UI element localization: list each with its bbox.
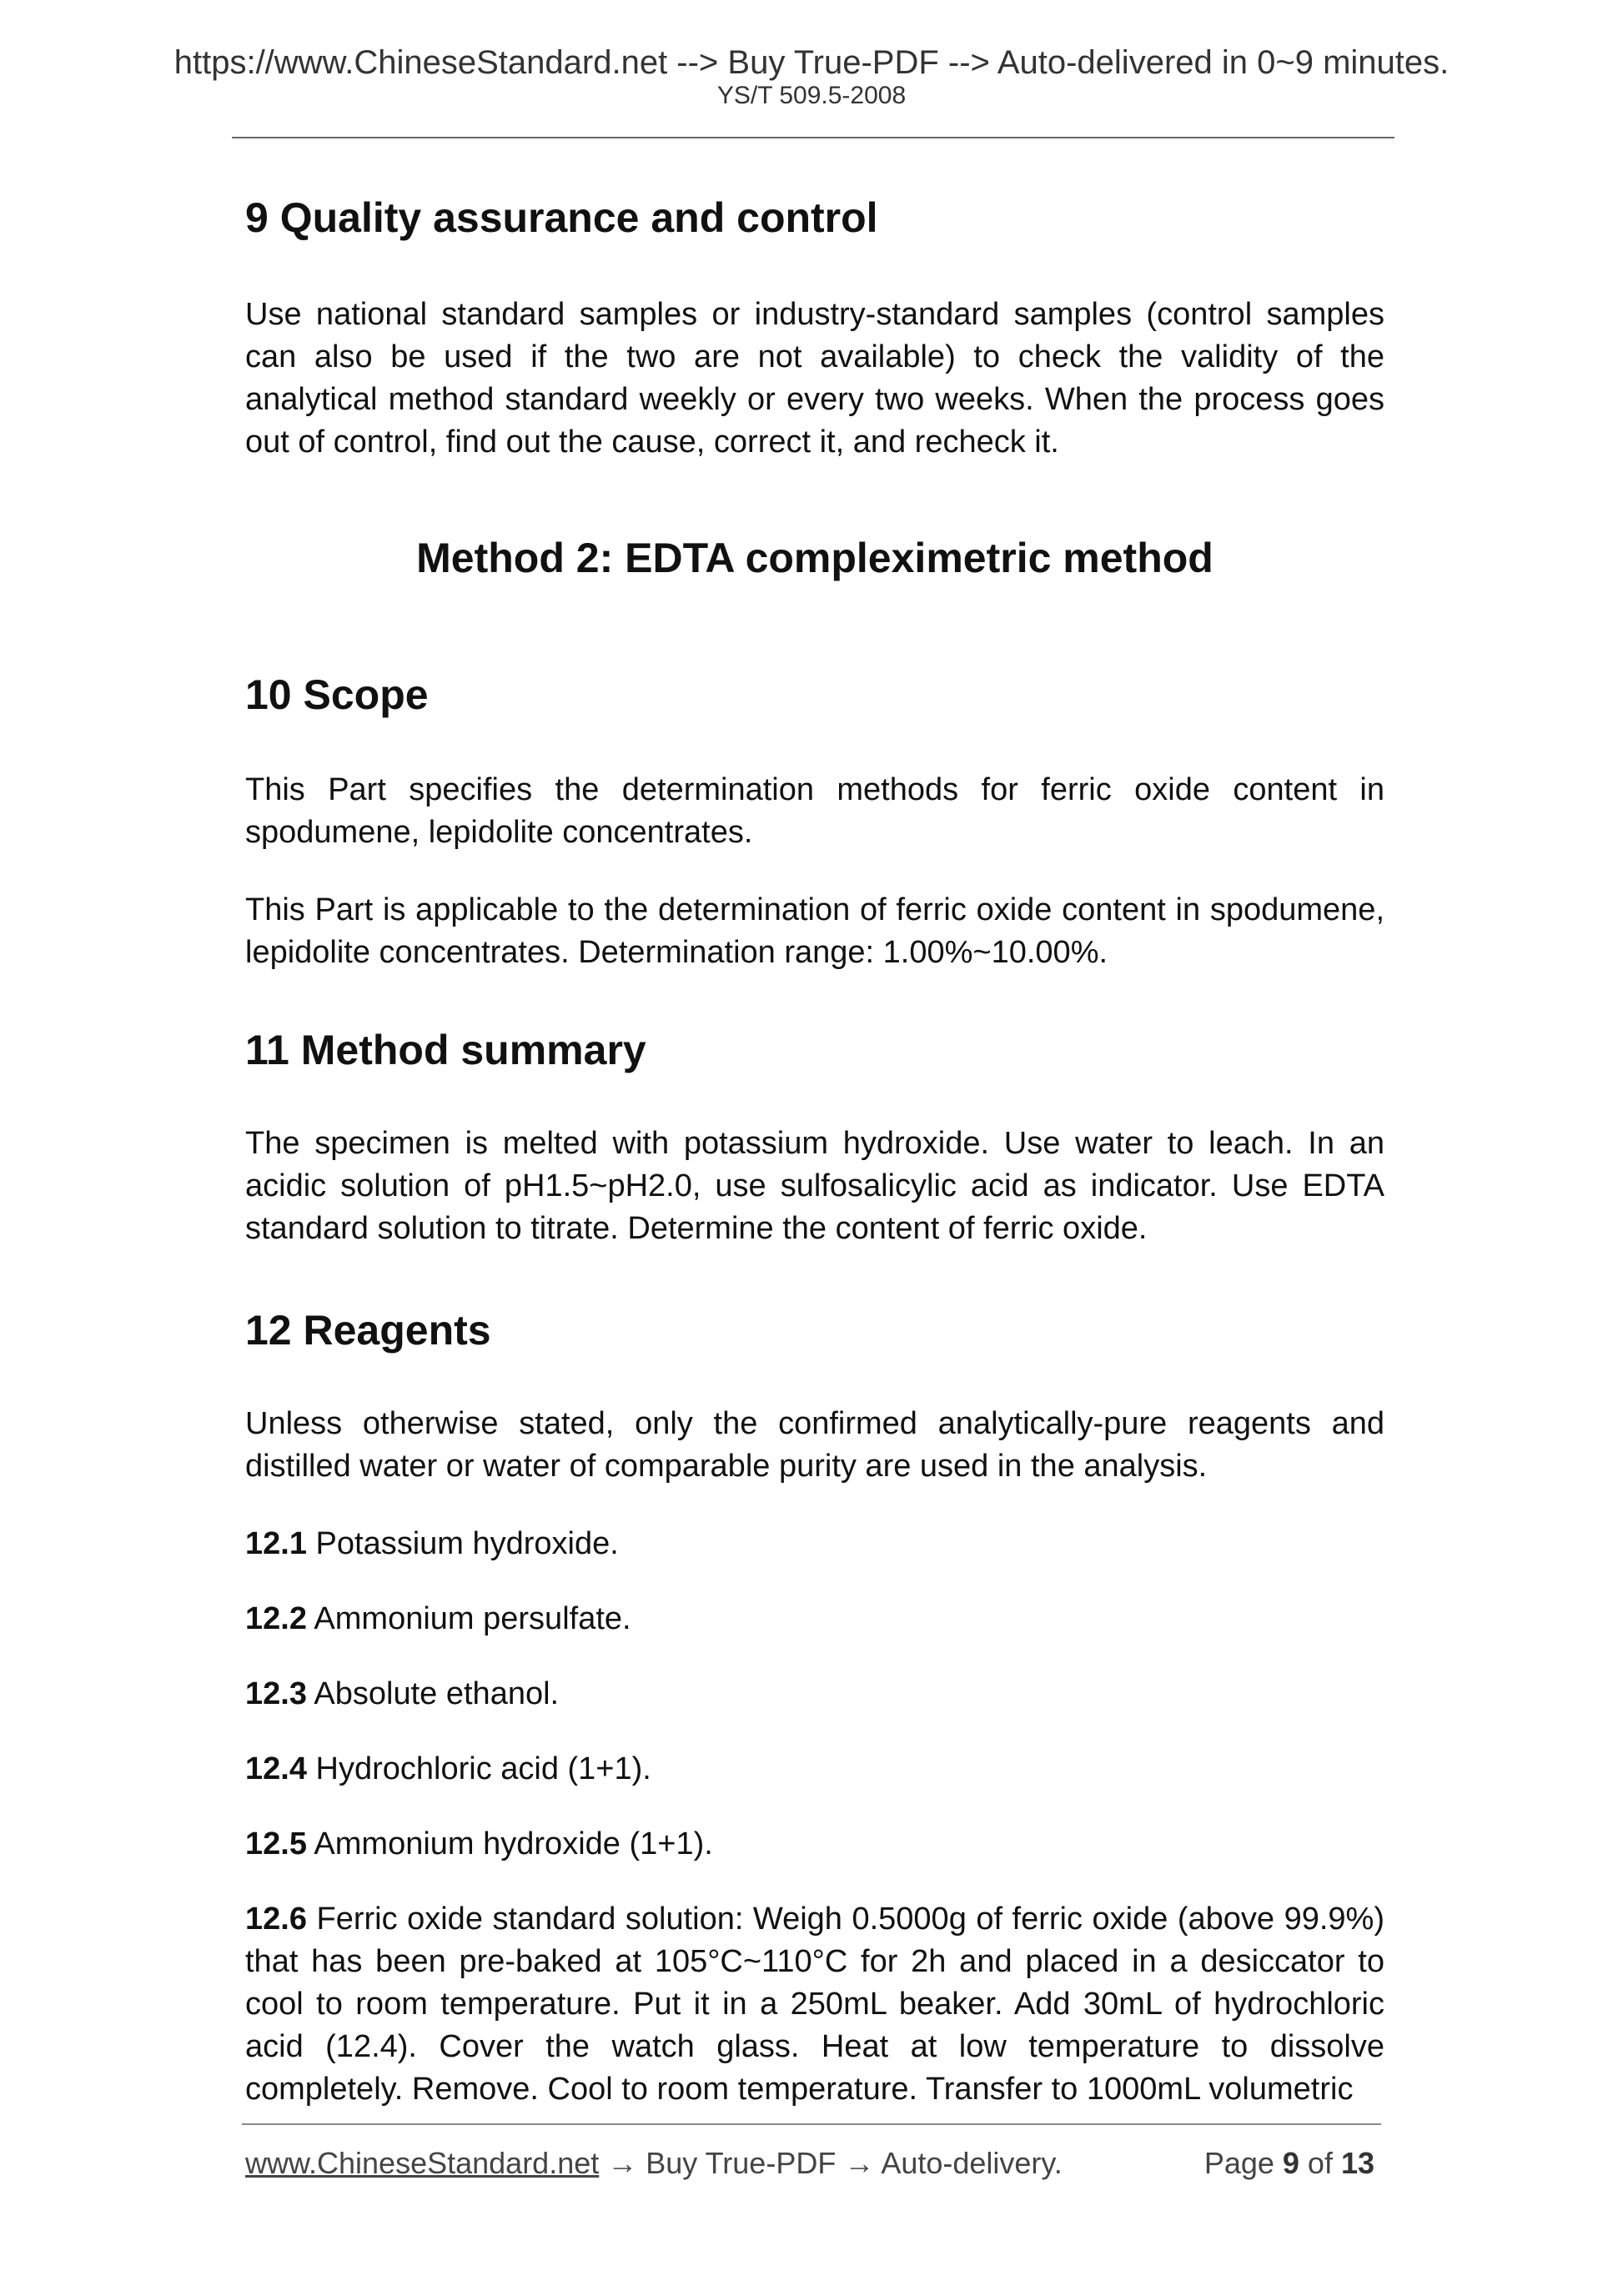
- section-9-heading: 9 Quality assurance and control: [245, 194, 878, 241]
- page-total: 13: [1340, 2146, 1374, 2180]
- reagent-text: Hydrochloric acid (1+1).: [306, 1751, 651, 1786]
- section-10-paragraph-1: This Part specifies the determination methods for ferric oxide content in spodumene, lepidolite concentrates.: [245, 772, 1384, 850]
- footer: [245, 2145, 1374, 2182]
- reagent-text: Potassium hydroxide.: [306, 1526, 619, 1561]
- reagent-text: Absolute ethanol.: [306, 1676, 560, 1711]
- reagent-number: 12.3: [245, 1676, 307, 1711]
- reagent-item: [245, 1748, 1384, 1791]
- reagent-item: [245, 1823, 1384, 1866]
- reagent-item: [245, 1898, 1384, 2111]
- section-10-paragraph-2: This Part is applicable to the determination of ferric oxide content in spodumene, lepidolite concentrates. Determination range: 1.00%~10.00%.: [245, 892, 1384, 970]
- page-of-label: of: [1299, 2146, 1341, 2180]
- document-code: YS/T 509.5-2008: [716, 82, 907, 109]
- section-10-heading: 10 Scope: [245, 671, 429, 718]
- header-divider: [232, 137, 1394, 138]
- reagent-item: [245, 1598, 1384, 1640]
- reagent-number: 12.2: [245, 1601, 307, 1636]
- footer-website-link[interactable]: www.ChineseStandard.net: [245, 2146, 600, 2180]
- section-9-body: Use national standard samples or industry-standard samples (control samples can also be used if the two are not available) to check the validity of the analytical method standard weekly or every two weeks. When the process goes out of control, find out the cause, correct it, and recheck it.: [245, 297, 1384, 460]
- section-11-heading: 11 Method summary: [245, 1027, 646, 1073]
- reagent-number: 12.1: [245, 1526, 307, 1561]
- top-banner: https://www.ChineseStandard.net --> Buy True-PDF --> Auto-delivered in 0~9 minutes.: [173, 44, 1450, 81]
- reagent-item: [245, 1523, 1384, 1565]
- page-number: 9: [1282, 2146, 1299, 2180]
- footer-tagline: → Buy True-PDF → Auto-delivery.: [599, 2146, 1063, 2180]
- reagent-text: Ammonium hydroxide (1+1).: [306, 1826, 713, 1861]
- reagent-text: Ammonium persulfate.: [306, 1601, 631, 1636]
- section-12-intro: Unless otherwise stated, only the confirmed analytically-pure reagents and distilled water or water of comparable purity are used in the analysis.: [245, 1406, 1384, 1484]
- reagent-item: [245, 1673, 1384, 1716]
- page-label: Page: [1203, 2146, 1283, 2180]
- section-12-heading: 12 Reagents: [245, 1307, 491, 1354]
- reagent-number: 12.6: [245, 1902, 307, 1937]
- reagent-number: 12.4: [245, 1751, 307, 1786]
- section-11-body: The specimen is melted with potassium hydroxide. Use water to leach. In an acidic solution of pH1.5~pH2.0, use sulfosalicylic acid as indicator. Use EDTA standard solution to titrate. Determine the content of ferric oxide.: [245, 1126, 1384, 1246]
- footer-divider: [242, 2123, 1381, 2125]
- reagent-text: Ferric oxide standard solution: Weigh 0.5000g of ferric oxide (above 99.9%) that has been pre-baked at 105°C~110°C for 2h and placed in a desiccator to cool to room temperature. Put it in a 250mL beaker. Add 30mL of hydrochloric acid (12.4). Cover the watch glass. Heat at low temperature to dissolve completely. Remove. Cool to room temperature. Transfer to 1000mL volumetric: [245, 1902, 1384, 2107]
- page-indicator: [1204, 2145, 1374, 2182]
- reagent-number: 12.5: [245, 1826, 307, 1861]
- method-2-heading: Method 2: EDTA compleximetric method: [416, 535, 1213, 581]
